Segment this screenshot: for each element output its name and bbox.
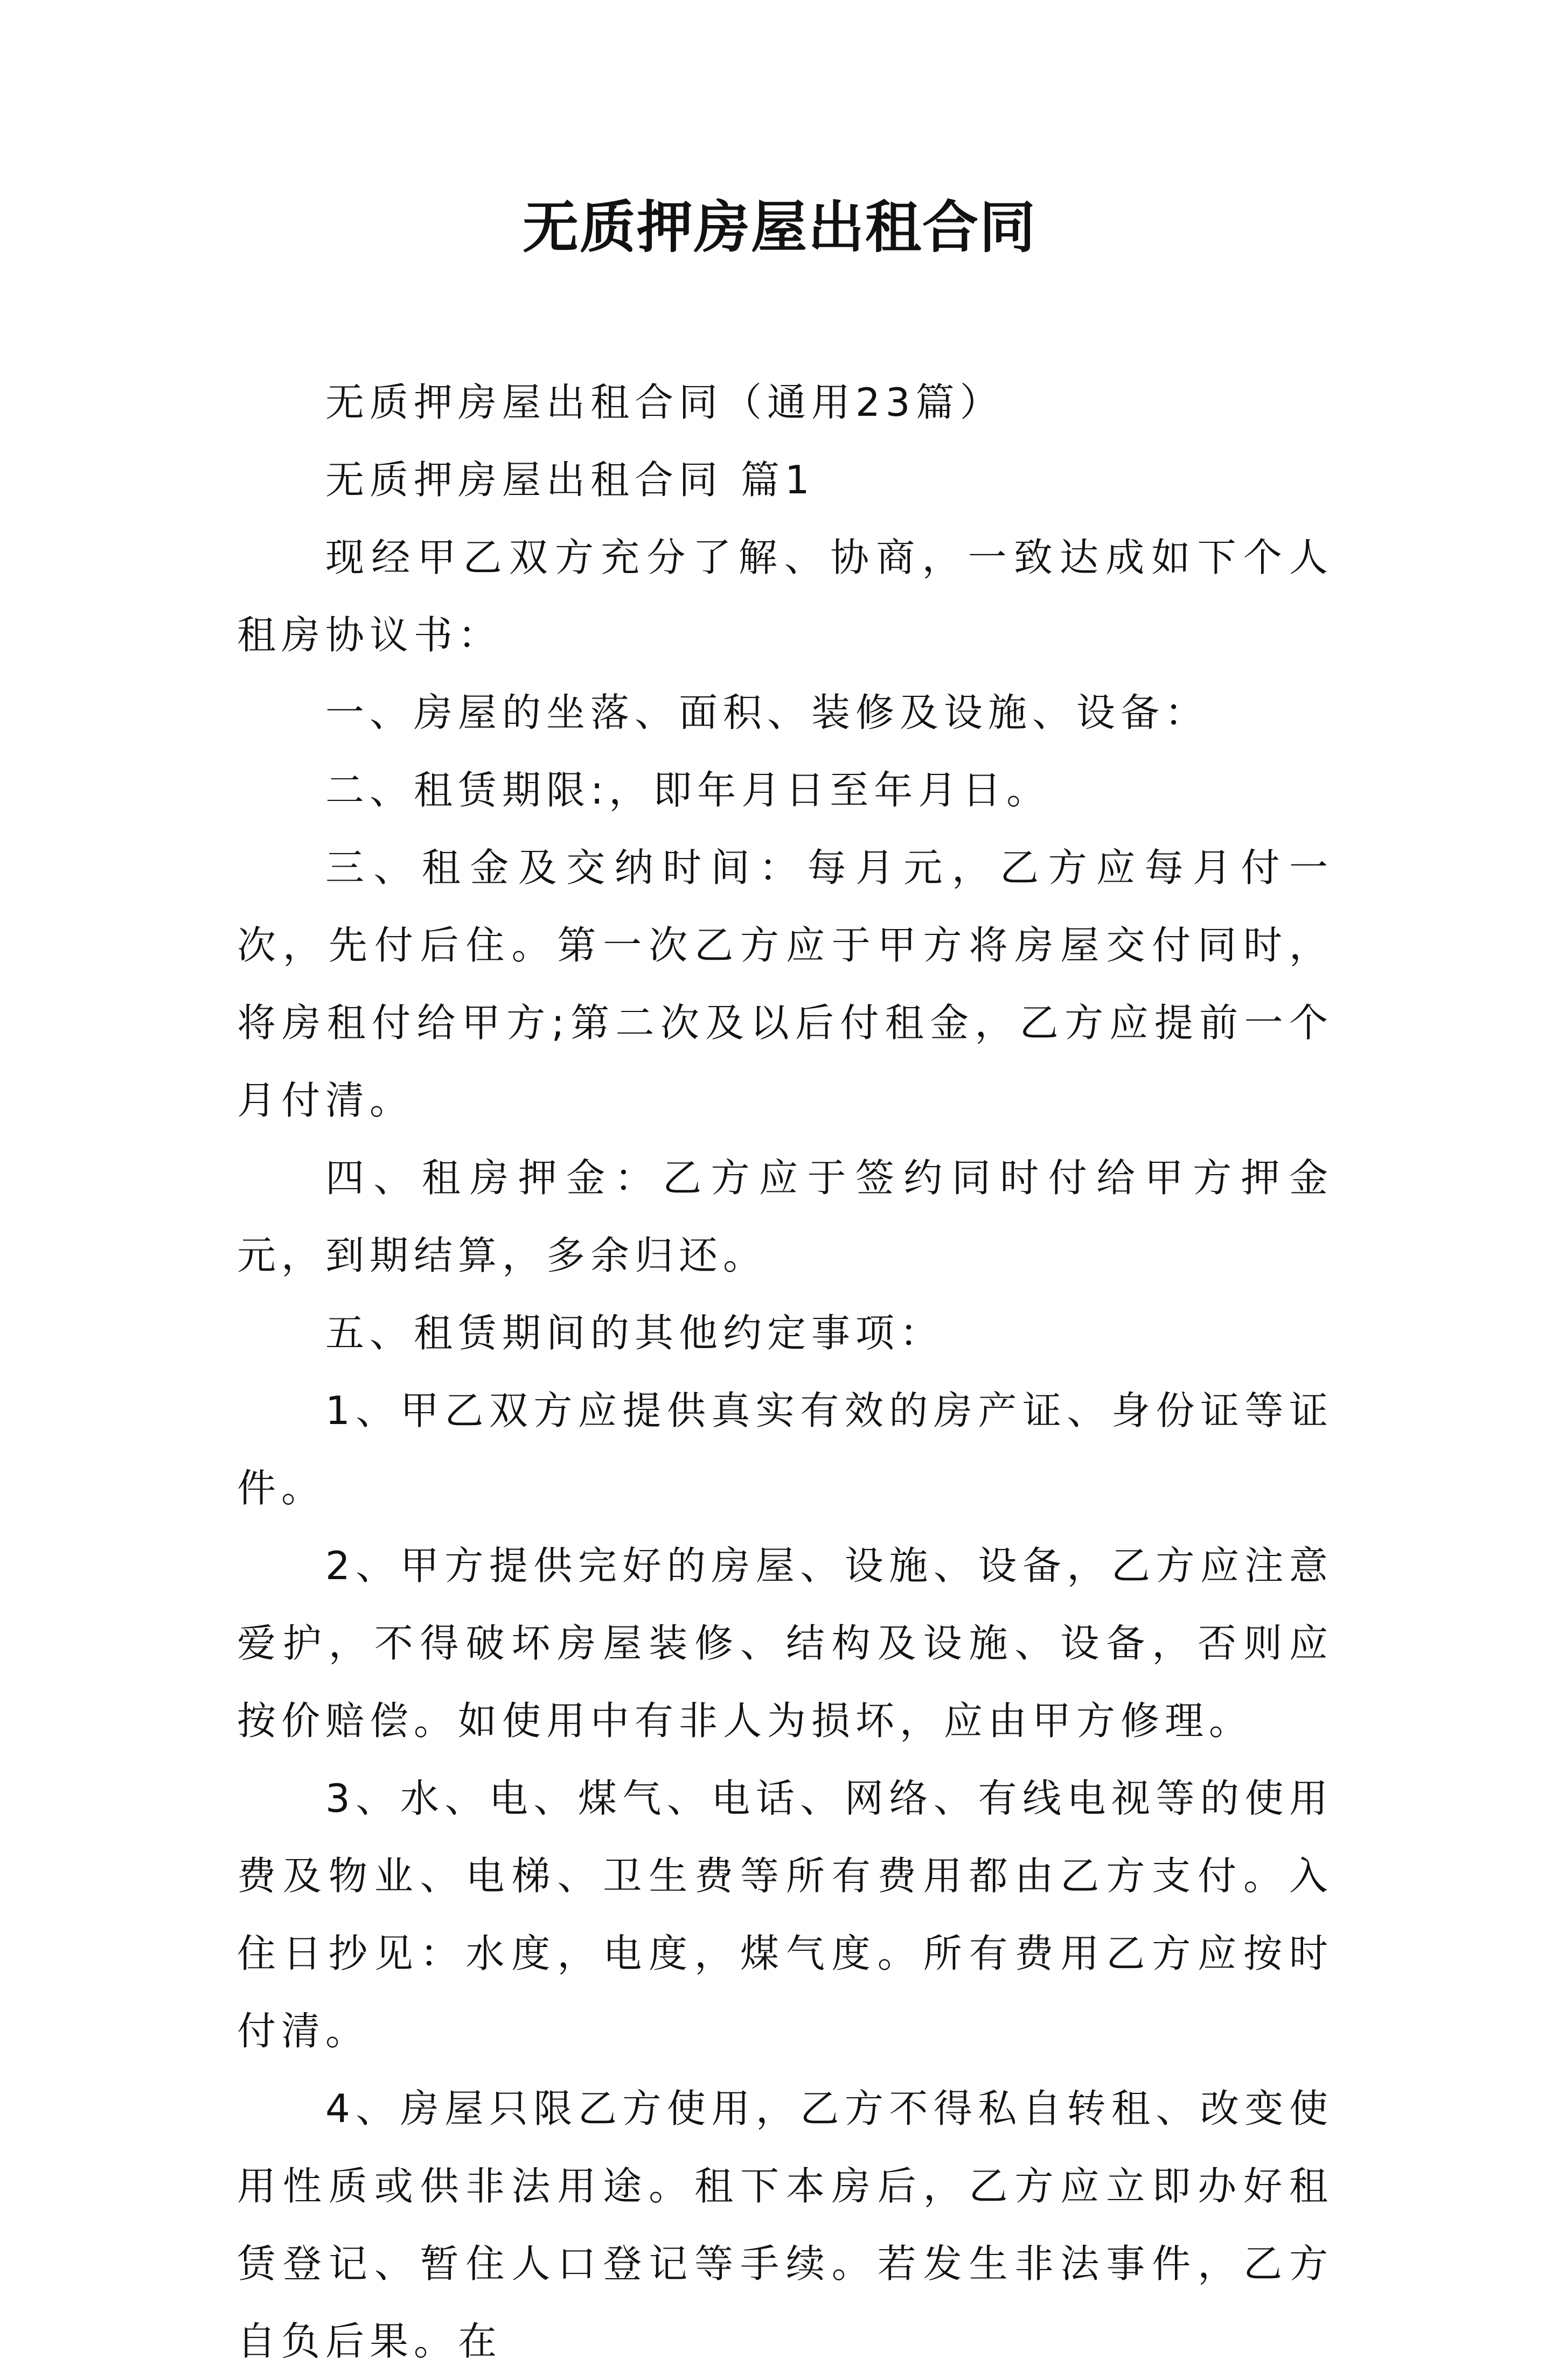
clause-3: 三、租金及交纳时间：每月元，乙方应每月付一次，先付后住。第一次乙方应于甲方将房屋交付同时，将房租付给甲方;第二次及以后付租金，乙方应提前一个月付清。 xyxy=(237,845,1333,1123)
item-1: 1、甲乙双方应提供真实有效的房产证、身份证等证件。 xyxy=(237,1388,1333,1511)
item-4: 4、房屋只限乙方使用，乙方不得私自转租、改变使用性质或供非法用途。租下本房后，乙方应立即办好租赁登记、暂住人口登记等手续。若发生非法事件，乙方自负后果。在 xyxy=(237,2086,1333,2364)
item-3: 3、水、电、煤气、电话、网络、有线电视等的使用费及物业、电梯、卫生费等所有费用都由乙方支付。入住日抄见：水度，电度，煤气度。所有费用乙方应按时付清。 xyxy=(237,1776,1333,2054)
clause-2: 二、租赁期限:，即年月日至年月日。 xyxy=(325,767,1051,813)
document-title: 无质押房屋出租合同 xyxy=(522,194,1036,260)
subtitle-line: 无质押房屋出租合同（通用23篇） xyxy=(325,380,1004,425)
item-2: 2、甲方提供完好的房屋、设施、设备，乙方应注意爱护，不得破坏房屋装修、结构及设施、设备，否则应按价赔偿。如使用中有非人为损坏，应由甲方修理。 xyxy=(237,1543,1333,1743)
clause-5: 五、租赁期间的其他约定事项： xyxy=(325,1310,944,1356)
paragraph-intro: 现经甲乙双方充分了解、协商，一致达成如下个人租房协议书： xyxy=(237,535,1333,658)
document-body xyxy=(237,364,1333,2380)
section-heading: 无质押房屋出租合同 篇1 xyxy=(325,457,815,502)
clause-4: 四、租房押金：乙方应于签约同时付给甲方押金元，到期结算，多余归还。 xyxy=(237,1155,1333,1278)
clause-1: 一、房屋的坐落、面积、装修及设施、设备： xyxy=(325,690,1209,735)
